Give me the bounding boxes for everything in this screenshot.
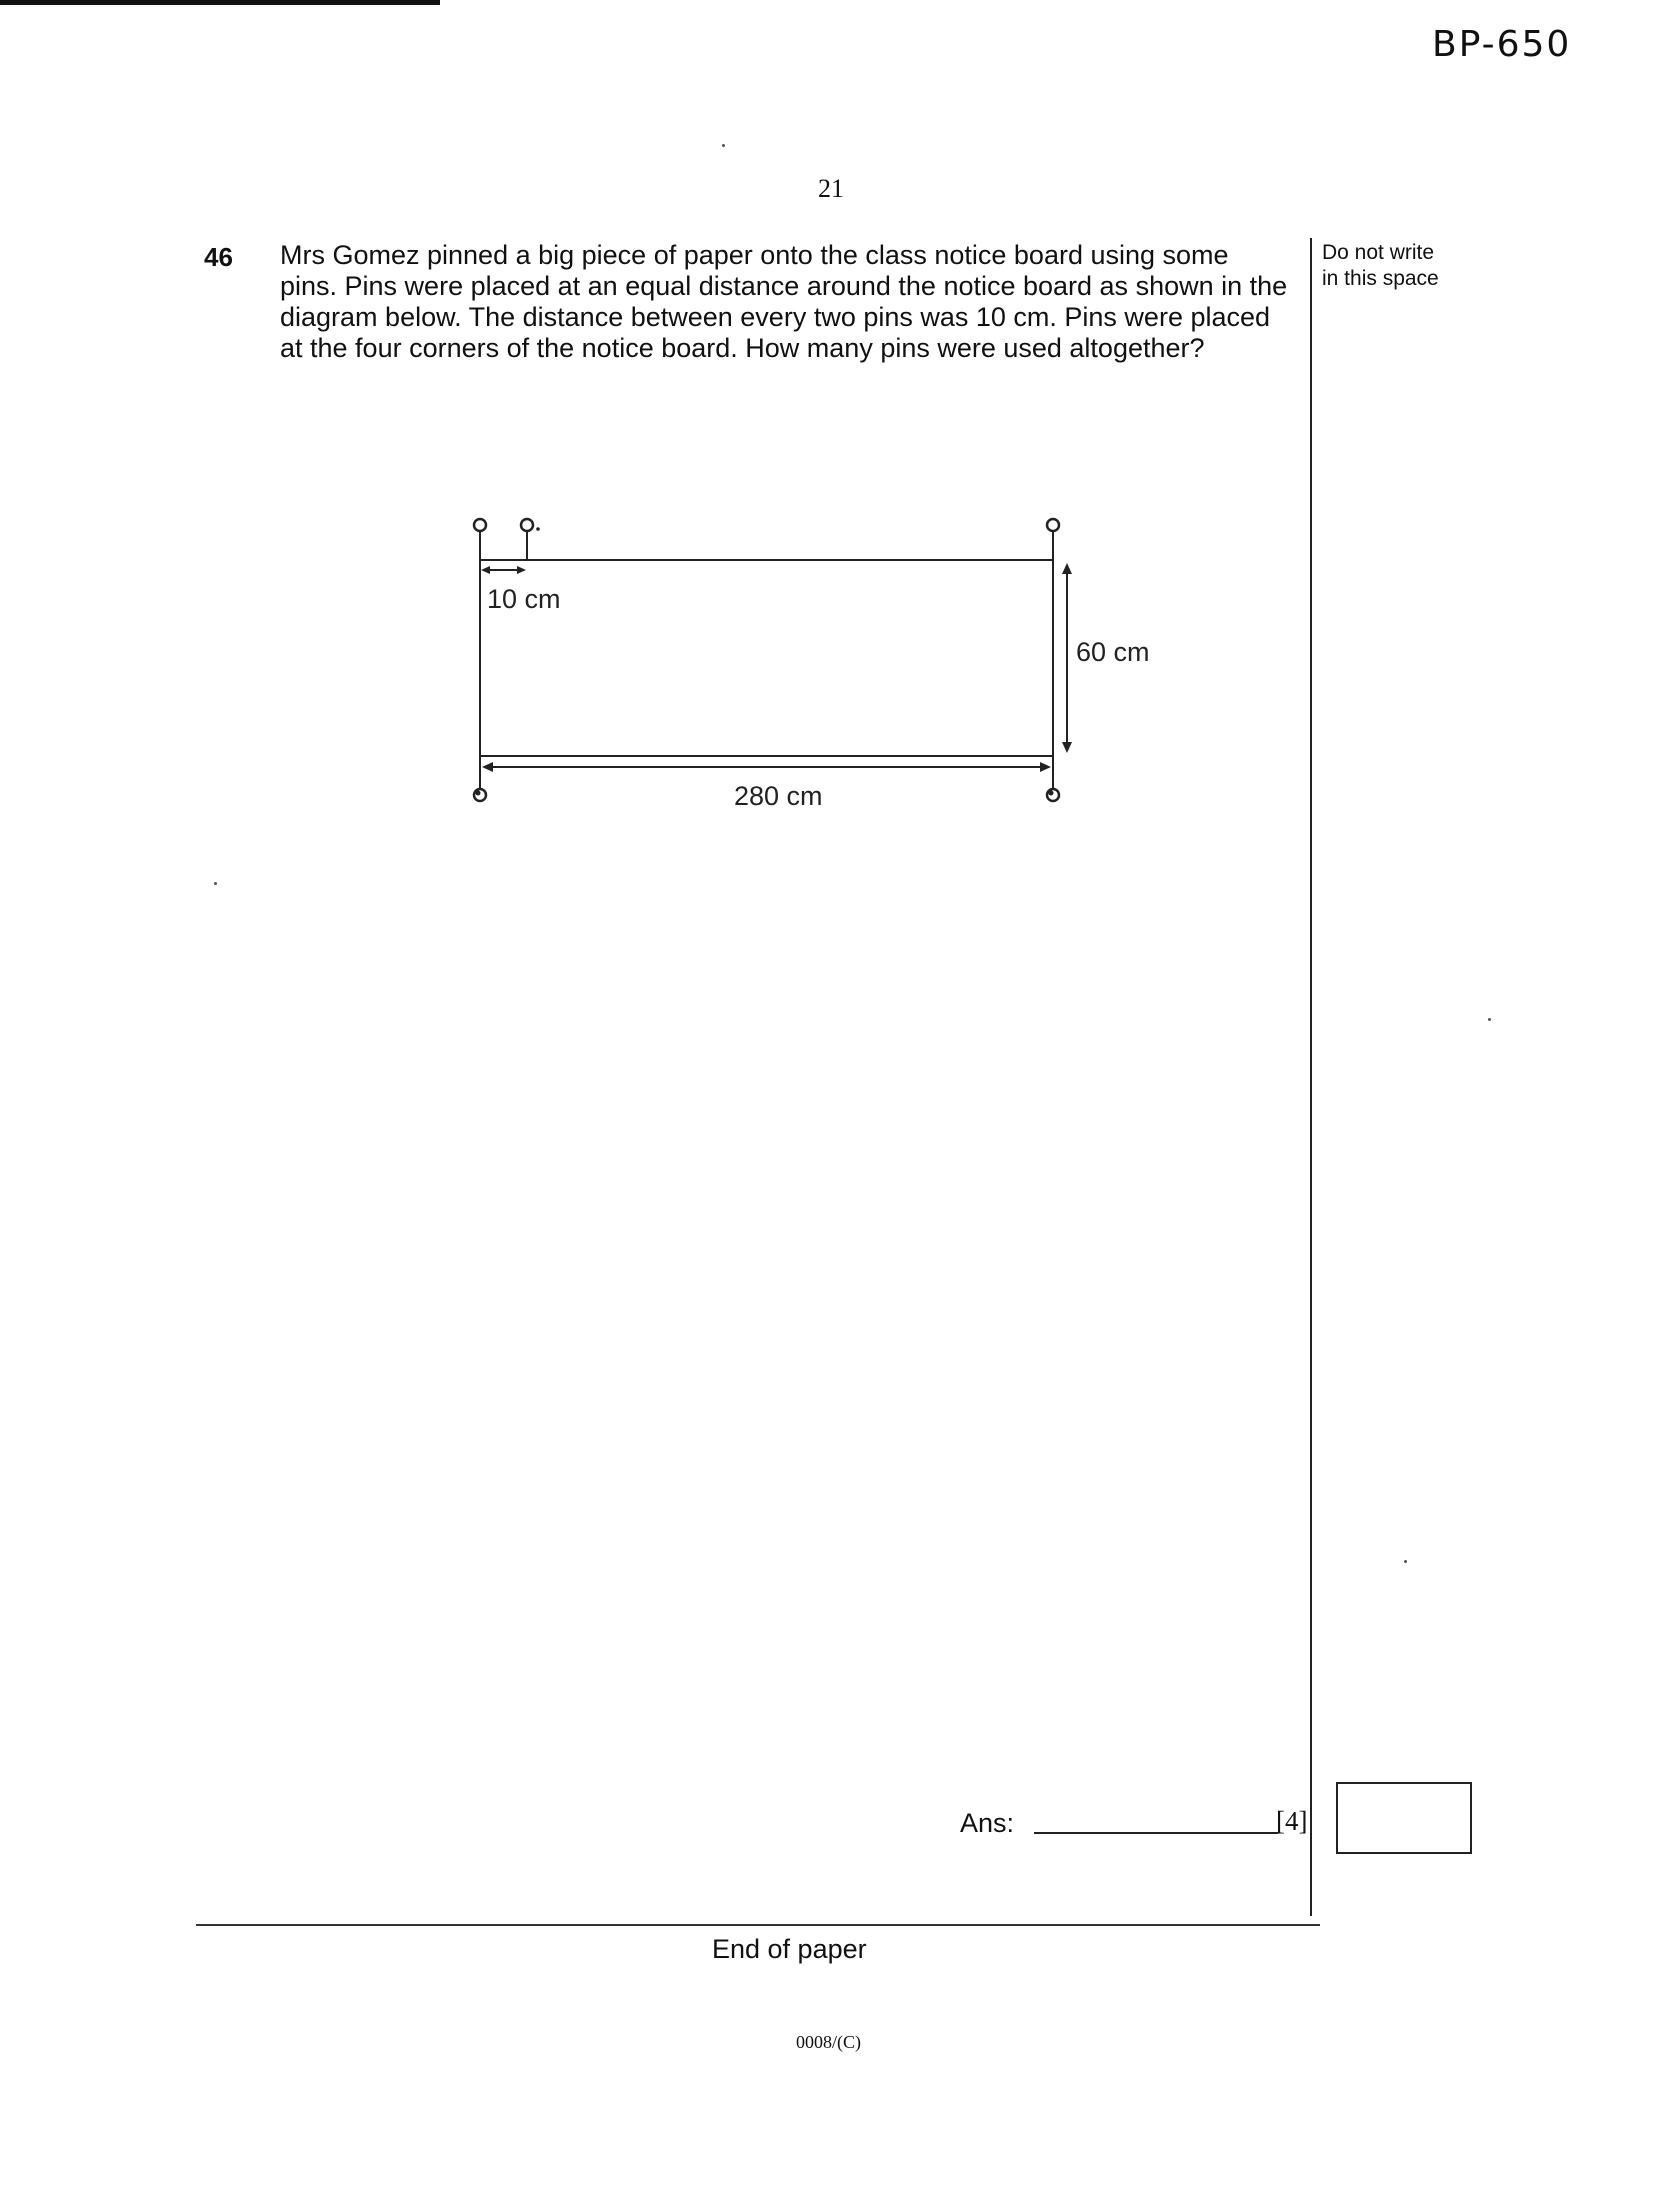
scan-speck xyxy=(1488,1018,1491,1021)
page-number: 21 xyxy=(818,174,844,203)
paper-code: 0008/(C) xyxy=(796,2032,861,2052)
pin-bottom-left xyxy=(474,756,486,801)
answer-label: Ans: xyxy=(960,1808,1015,1838)
scan-speck xyxy=(722,144,725,147)
top-rule xyxy=(0,0,440,5)
document-code: BP-650 xyxy=(1432,24,1572,65)
height-label: 60 cm xyxy=(1076,637,1150,667)
end-of-paper: End of paper xyxy=(712,1934,867,1964)
gap-arrow xyxy=(481,566,526,574)
pin-top-left xyxy=(474,519,486,560)
question-text: Mrs Gomez pinned a big piece of paper onto the class notice board using some pins. Pins were placed at an equal distance around the notice board as shown in the diagram below. The distance between every two pins was 10 cm. Pins were placed at the four corners of the notice board. How many pins were used altogether? xyxy=(280,240,1288,363)
scan-speck xyxy=(1404,1560,1407,1563)
pin-bottom-right xyxy=(1047,756,1059,801)
notice-board-rect xyxy=(480,560,1053,756)
question-number: 46 xyxy=(204,242,233,272)
diagram-svg xyxy=(440,505,1200,835)
margin-note xyxy=(1322,240,1439,292)
answer-marks: [4] xyxy=(1276,1806,1308,1836)
end-rule xyxy=(196,1924,1320,1926)
gap-label: 10 cm xyxy=(487,584,561,614)
length-arrow xyxy=(482,762,1051,772)
scan-speck xyxy=(214,882,217,885)
pin-top-second xyxy=(521,519,540,560)
margin-divider xyxy=(1310,238,1312,1916)
notice-board-diagram xyxy=(440,505,1200,840)
length-label: 280 cm xyxy=(734,781,823,811)
score-box xyxy=(1336,1782,1472,1854)
margin-note-line-1: Do not write xyxy=(1322,241,1435,264)
pin-top-right xyxy=(1047,519,1059,560)
margin-note-line-2: in this space xyxy=(1322,267,1439,290)
answer-line[interactable] xyxy=(1034,1832,1278,1834)
height-arrow xyxy=(1062,563,1072,753)
